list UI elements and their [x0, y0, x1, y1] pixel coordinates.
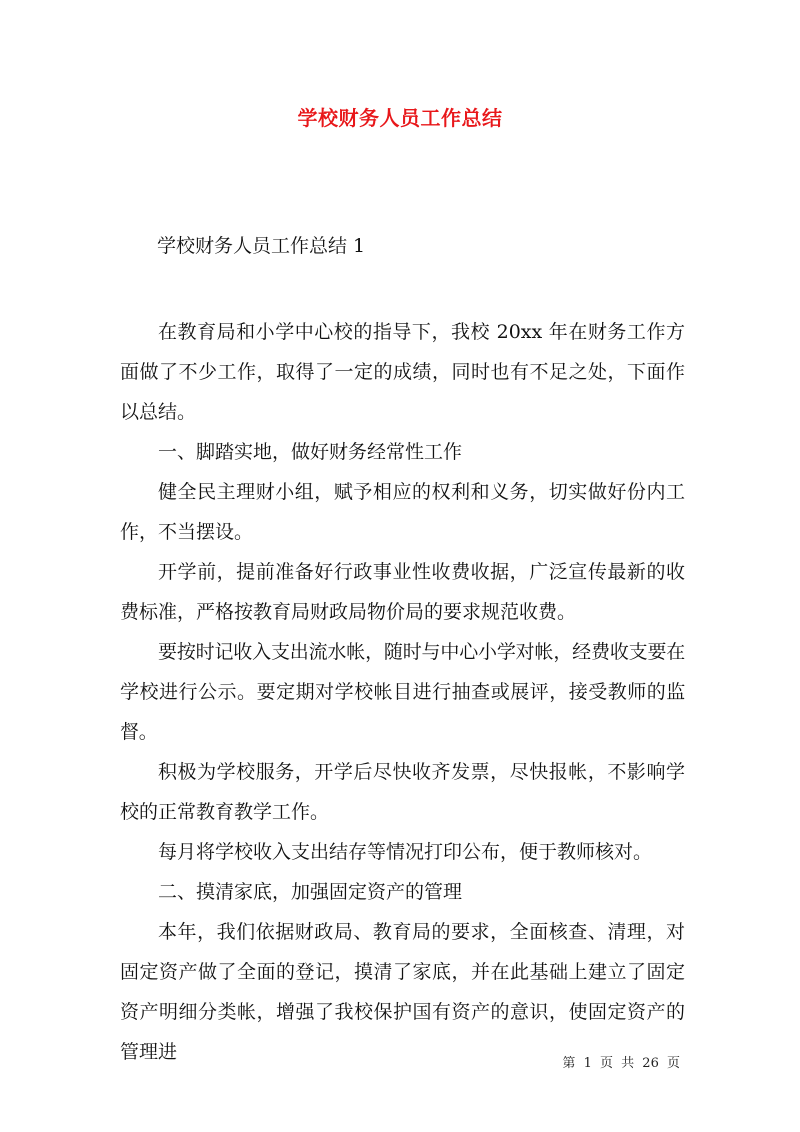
paragraph: 本年，我们依据财政局、教育局的要求，全面核查、清理，对固定资产做了全面的登记，摸清了家底，并在此基础上建立了固定资产明细分类帐，增强了我校保护国有资产的意识，使固定资产的管理进: [120, 921, 685, 1063]
footer-total-unit: 页: [666, 1056, 680, 1071]
paragraph-intro: 在教育局和小学中心校的指导下，我校 20xx 年在财务工作方面做了不少工作，取得了一定的成绩，同时也有不足之处，下面作以总结。: [120, 321, 685, 423]
section-subtitle: 学校财务人员工作总结 1: [157, 235, 366, 257]
footer-prefix: 第: [562, 1056, 576, 1071]
footer-page-unit: 页: [599, 1056, 613, 1071]
page-number-footer: [560, 1055, 682, 1073]
section-heading-1: 一、脚踏实地，做好财务经常性工作: [158, 441, 463, 463]
paragraph: 开学前，提前准备好行政事业性收费收据，广泛宣传最新的收费标准，严格按教育局财政局物价局的要求规范收费。: [120, 561, 685, 623]
footer-page-number: 1: [583, 1056, 592, 1071]
paragraph: 每月将学校收入支出结存等情况打印公布，便于教师核对。: [158, 841, 653, 863]
paragraph: 要按时记收入支出流水帐，随时与中心小学对帐，经费收支要在学校进行公示。要定期对学校帐目进行抽查或展评，接受教师的监督。: [120, 641, 685, 743]
paragraph: 积极为学校服务，开学后尽快收齐发票，尽快报帐，不影响学校的正常教育教学工作。: [120, 761, 685, 823]
footer-total-prefix: 共: [621, 1056, 635, 1071]
document-body: [120, 312, 685, 1072]
footer-total-pages: 26: [642, 1056, 659, 1071]
document-title: 学校财务人员工作总结: [297, 106, 503, 130]
paragraph: 健全民主理财小组，赋予相应的权利和义务，切实做好份内工作，不当摆设。: [120, 481, 685, 543]
section-heading-2: 二、摸清家底，加强固定资产的管理: [158, 881, 463, 903]
